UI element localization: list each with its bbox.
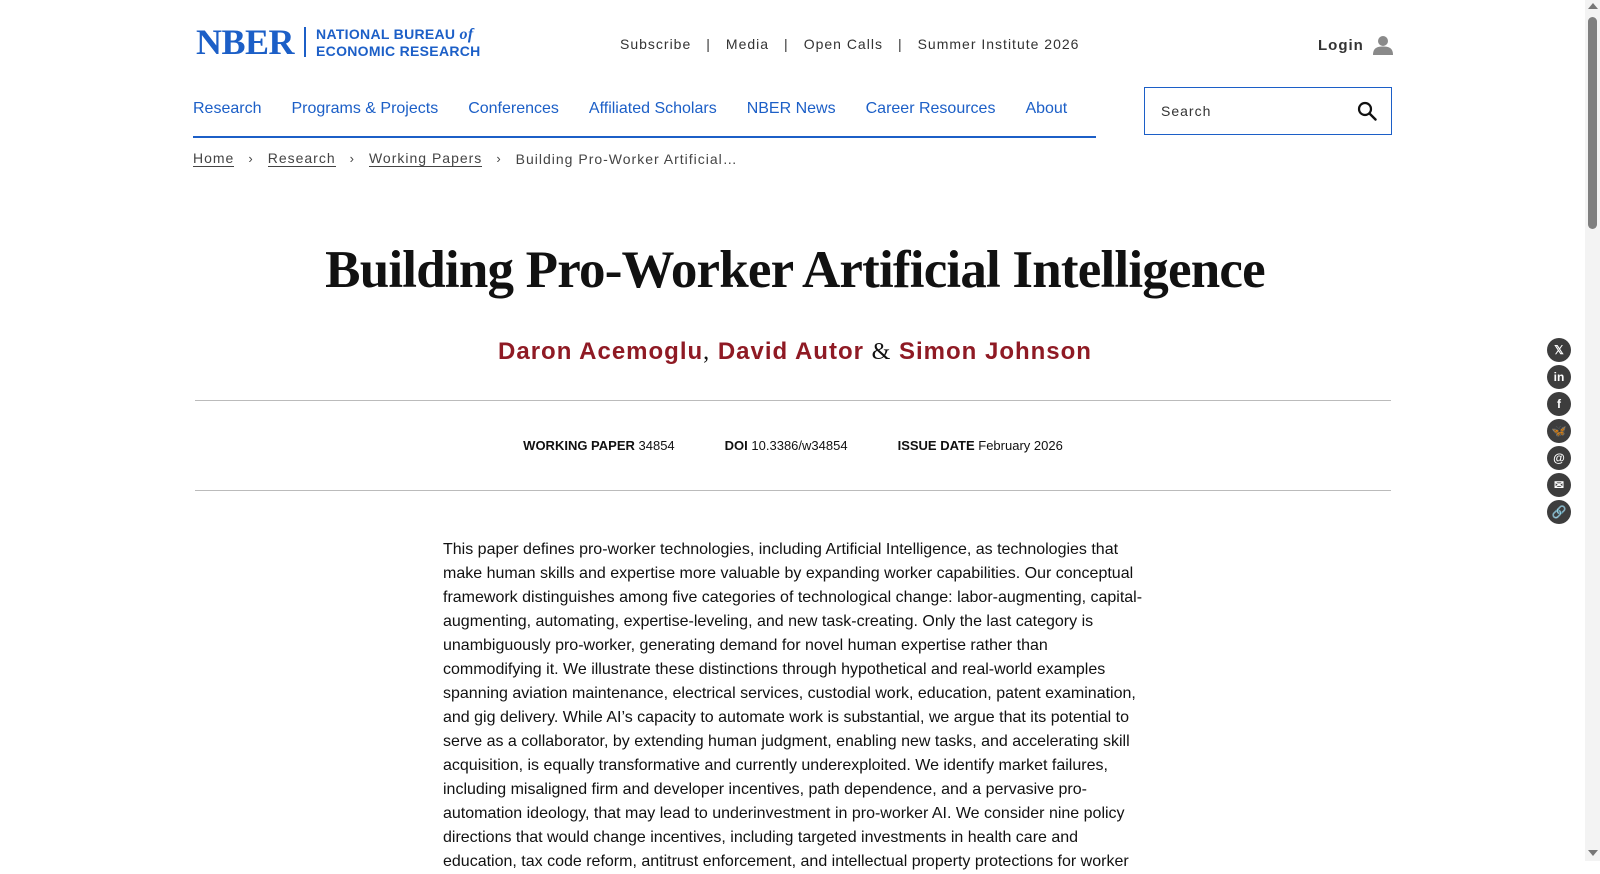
bluesky-icon[interactable]: 🦋 bbox=[1547, 419, 1571, 443]
login-label: Login bbox=[1318, 36, 1364, 54]
logo-abbr: NBER bbox=[196, 22, 295, 62]
author-link[interactable]: David Autor bbox=[717, 338, 864, 365]
breadcrumb-research[interactable]: Research bbox=[267, 150, 336, 166]
scrollbar-thumb[interactable] bbox=[1588, 17, 1597, 229]
nav-nber-news[interactable]: NBER News bbox=[746, 100, 836, 117]
chevron-right-icon: › bbox=[349, 151, 355, 166]
author-separator: , bbox=[703, 339, 711, 365]
facebook-icon[interactable]: f bbox=[1547, 392, 1571, 416]
logo-divider bbox=[304, 27, 306, 57]
doi bbox=[725, 438, 848, 453]
meta-label: DOI bbox=[724, 438, 748, 453]
search-box bbox=[1144, 87, 1392, 135]
breadcrumb-current: Building Pro-Worker Artificial… bbox=[515, 150, 738, 167]
x-icon[interactable]: 𝕏 bbox=[1547, 338, 1571, 362]
login-button[interactable] bbox=[1318, 35, 1393, 55]
abstract-text: This paper defines pro-worker technologies, including Artificial Intelligence, as technologies that make human skills and expertise more valuable by expanding worker capabilities. Our conceptual framework distinguishes among five categories of technological change: labor-augmenting, capital-augmenting, automating, expertise-leveling, and new task-creating. Only the last category is unambiguously pro-worker, generating demand for novel human expertise rather than commodifying it. We illustrate these distinctions through hypothetical and real-world examples spanning aviation maintenance, electrical services, custodial work, education, patent examination, and gig delivery. While AI’s capacity to automate work is substantial, we argue that its potential to serve as a collaborator, by extending human judgment, enabling new tasks, and accelerating skill acquisition, is equally transformative and currently underexploited. We identify market failures, including misaligned firm and developer incentives, path dependence, and a pervasive pro-automation ideology, that may lead to underinvestment in pro-worker AI. We consider nine policy directions that would change incentives, including targeted investments in health care and education, tax code reform, antitrust enforcement, and intellectual property protections for worker bbox=[443, 541, 1143, 870]
meta-value: 10.3386/w34854 bbox=[751, 438, 848, 453]
breadcrumb bbox=[193, 150, 738, 167]
logo-line1: NATIONAL BUREAU bbox=[316, 25, 456, 42]
scroll-up-arrow-icon[interactable] bbox=[1588, 3, 1598, 9]
meta-label: ISSUE DATE bbox=[897, 438, 975, 453]
util-separator: | bbox=[897, 36, 903, 52]
nav-about[interactable]: About bbox=[1025, 100, 1068, 117]
breadcrumb-home[interactable]: Home bbox=[193, 150, 235, 166]
breadcrumb-working-papers[interactable]: Working Papers bbox=[368, 150, 483, 166]
nav-affiliated-scholars[interactable]: Affiliated Scholars bbox=[588, 100, 717, 117]
utility-nav bbox=[620, 36, 1079, 52]
logo-of: of bbox=[459, 25, 474, 43]
page-scrollbar[interactable] bbox=[1585, 0, 1600, 861]
nav-conferences[interactable]: Conferences bbox=[468, 100, 559, 117]
threads-icon[interactable]: @ bbox=[1547, 446, 1571, 470]
linkedin-icon[interactable]: in bbox=[1547, 365, 1571, 389]
chevron-right-icon: › bbox=[496, 151, 502, 166]
issue-date bbox=[898, 438, 1063, 453]
util-separator: | bbox=[784, 36, 789, 52]
copy-link-icon[interactable]: 🔗 bbox=[1547, 500, 1571, 524]
nav-programs-projects[interactable]: Programs & Projects bbox=[291, 100, 439, 117]
nav-research[interactable]: Research bbox=[193, 100, 262, 117]
scroll-down-arrow-icon[interactable] bbox=[1588, 850, 1598, 856]
share-bar bbox=[1547, 338, 1571, 527]
util-link-open-calls[interactable]: Open Calls bbox=[803, 36, 883, 52]
meta-value: 34854 bbox=[638, 438, 675, 453]
meta-value: February 2026 bbox=[978, 438, 1063, 453]
page-title: Building Pro-Worker Artificial Intelligence bbox=[325, 241, 1265, 299]
working-paper-number bbox=[523, 438, 675, 453]
meta-label: WORKING PAPER bbox=[523, 438, 635, 453]
util-separator: | bbox=[706, 36, 711, 52]
author-link[interactable]: Simon Johnson bbox=[898, 338, 1092, 365]
author-separator: & bbox=[871, 339, 892, 365]
util-link-subscribe[interactable]: Subscribe bbox=[620, 36, 692, 52]
util-link-media[interactable]: Media bbox=[725, 36, 770, 52]
nber-logo[interactable] bbox=[196, 24, 481, 60]
author-link[interactable]: Daron Acemoglu bbox=[498, 338, 704, 365]
logo-fullname bbox=[316, 26, 481, 59]
author-list bbox=[0, 338, 1590, 366]
email-icon[interactable]: ✉ bbox=[1547, 473, 1571, 497]
search-input[interactable] bbox=[1159, 102, 1357, 120]
logo-line2: ECONOMIC RESEARCH bbox=[316, 42, 481, 59]
main-nav bbox=[193, 100, 1096, 138]
search-icon[interactable] bbox=[1357, 101, 1377, 121]
nav-career-resources[interactable]: Career Resources bbox=[865, 100, 996, 117]
util-link-summer-institute[interactable]: Summer Institute 2026 bbox=[917, 36, 1080, 52]
chevron-right-icon: › bbox=[248, 151, 254, 166]
paper-meta bbox=[195, 400, 1391, 491]
user-icon bbox=[1373, 35, 1393, 55]
